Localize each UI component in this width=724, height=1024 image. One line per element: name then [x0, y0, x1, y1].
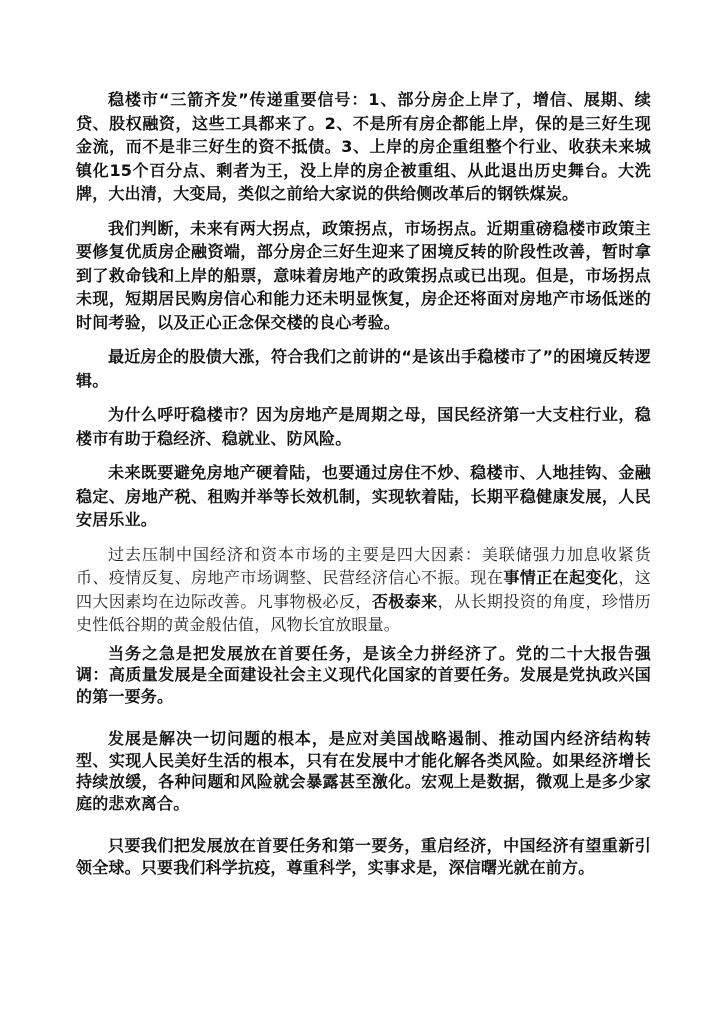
four-factors-emphasis-1: 事情正在起变化 [503, 568, 619, 587]
document-page [76, 88, 651, 878]
paragraph-development-root: 发展是解决一切问题的根本，是应对美国战略遏制、推动国内经济结构转型、实现人民美好生活的根本，只有在发展中才能化解各类风险。如果经济增长持续放缓，各种问题和风险就会暴露甚至激化。宏观上是数据，微观上是多少家庭的悲欢离合。 [76, 729, 651, 813]
four-factors-text-2: ，这四大因素均在边际改善。凡事物极必反， [76, 568, 651, 611]
four-factors-text-1: 过去压制中国经济和资本市场的主要是四大因素：美联储强力加息收紧货币、疫情反复、房地产市场调整、民营经济信心不振。现在 [76, 544, 651, 587]
paragraph-two-turning-points: 我们判断，未来有两大拐点，政策拐点，市场拐点。近期重磅稳楼市政策主要修复优质房企融资端，部分房企三好生迎来了困境反转的阶段性改善，暂时拿到了救命钱和上岸的船票，意味着房地产的政策拐点或已出现。但是，市场拐点未现，短期居民购房信心和能力还未明显恢复，房企还将面对房地产市场低迷的时间考验，以及正心正念保交楼的良心考验。 [76, 218, 651, 332]
paragraph-four-factors [76, 543, 651, 637]
four-factors-emphasis-2: 否极泰来 [371, 591, 438, 611]
paragraph-development-priority: 当务之急是把发展放在首要任务，是该全力拼经济了。党的二十大报告强调：高质量发展是全面建设社会主义现代化国家的首要任务。发展是党执政兴国的第一要务。 [76, 643, 651, 706]
four-factors-text-3: ，从长期投资的角度，珍惜历史性低谷期的黄金般估值，风物长宜放眼量。 [76, 591, 651, 634]
paragraph-stock-bond-rally: 最近房企的股债大涨，符合我们之前讲的“是该出手稳楼市了”的困境反转逻辑。 [76, 347, 651, 390]
paragraph-restart-economy: 只要我们把发展放在首要任务和第一要务，重启经济，中国经济有望重新引领全球。只要我们科学抗疫，尊重科学，实事求是，深信曙光就在前方。 [76, 836, 651, 877]
paragraph-soft-landing: 未来既要避免房地产硬着陆，也要通过房住不炒、稳楼市、人地挂钩、金融稳定、房地产税、租购并举等长效机制，实现软着陆，长期平稳健康发展，人民安居乐业。 [76, 463, 651, 529]
paragraph-why-stabilize: 为什么呼吁稳楼市？因为房地产是周期之母，国民经济第一大支柱行业，稳楼市有助于稳经济、稳就业、防风险。 [76, 405, 651, 448]
paragraph-housing-signals: 稳楼市“三箭齐发”传递重要信号：1、部分房企上岸了，增信、展期、续贷、股权融资，这些工具都来了。2、不是所有房企都能上岸，保的是三好生现金流，而不是非三好生的资不抵债。3、上岸的房企重组整个行业、收获未来城镇化15个百分点、剩者为王，没上岸的房企被重组、从此退出历史舞台。大洗牌，大出清，大变局，类似之前给大家说的供给侧改革后的钢铁煤炭。 [76, 90, 651, 203]
